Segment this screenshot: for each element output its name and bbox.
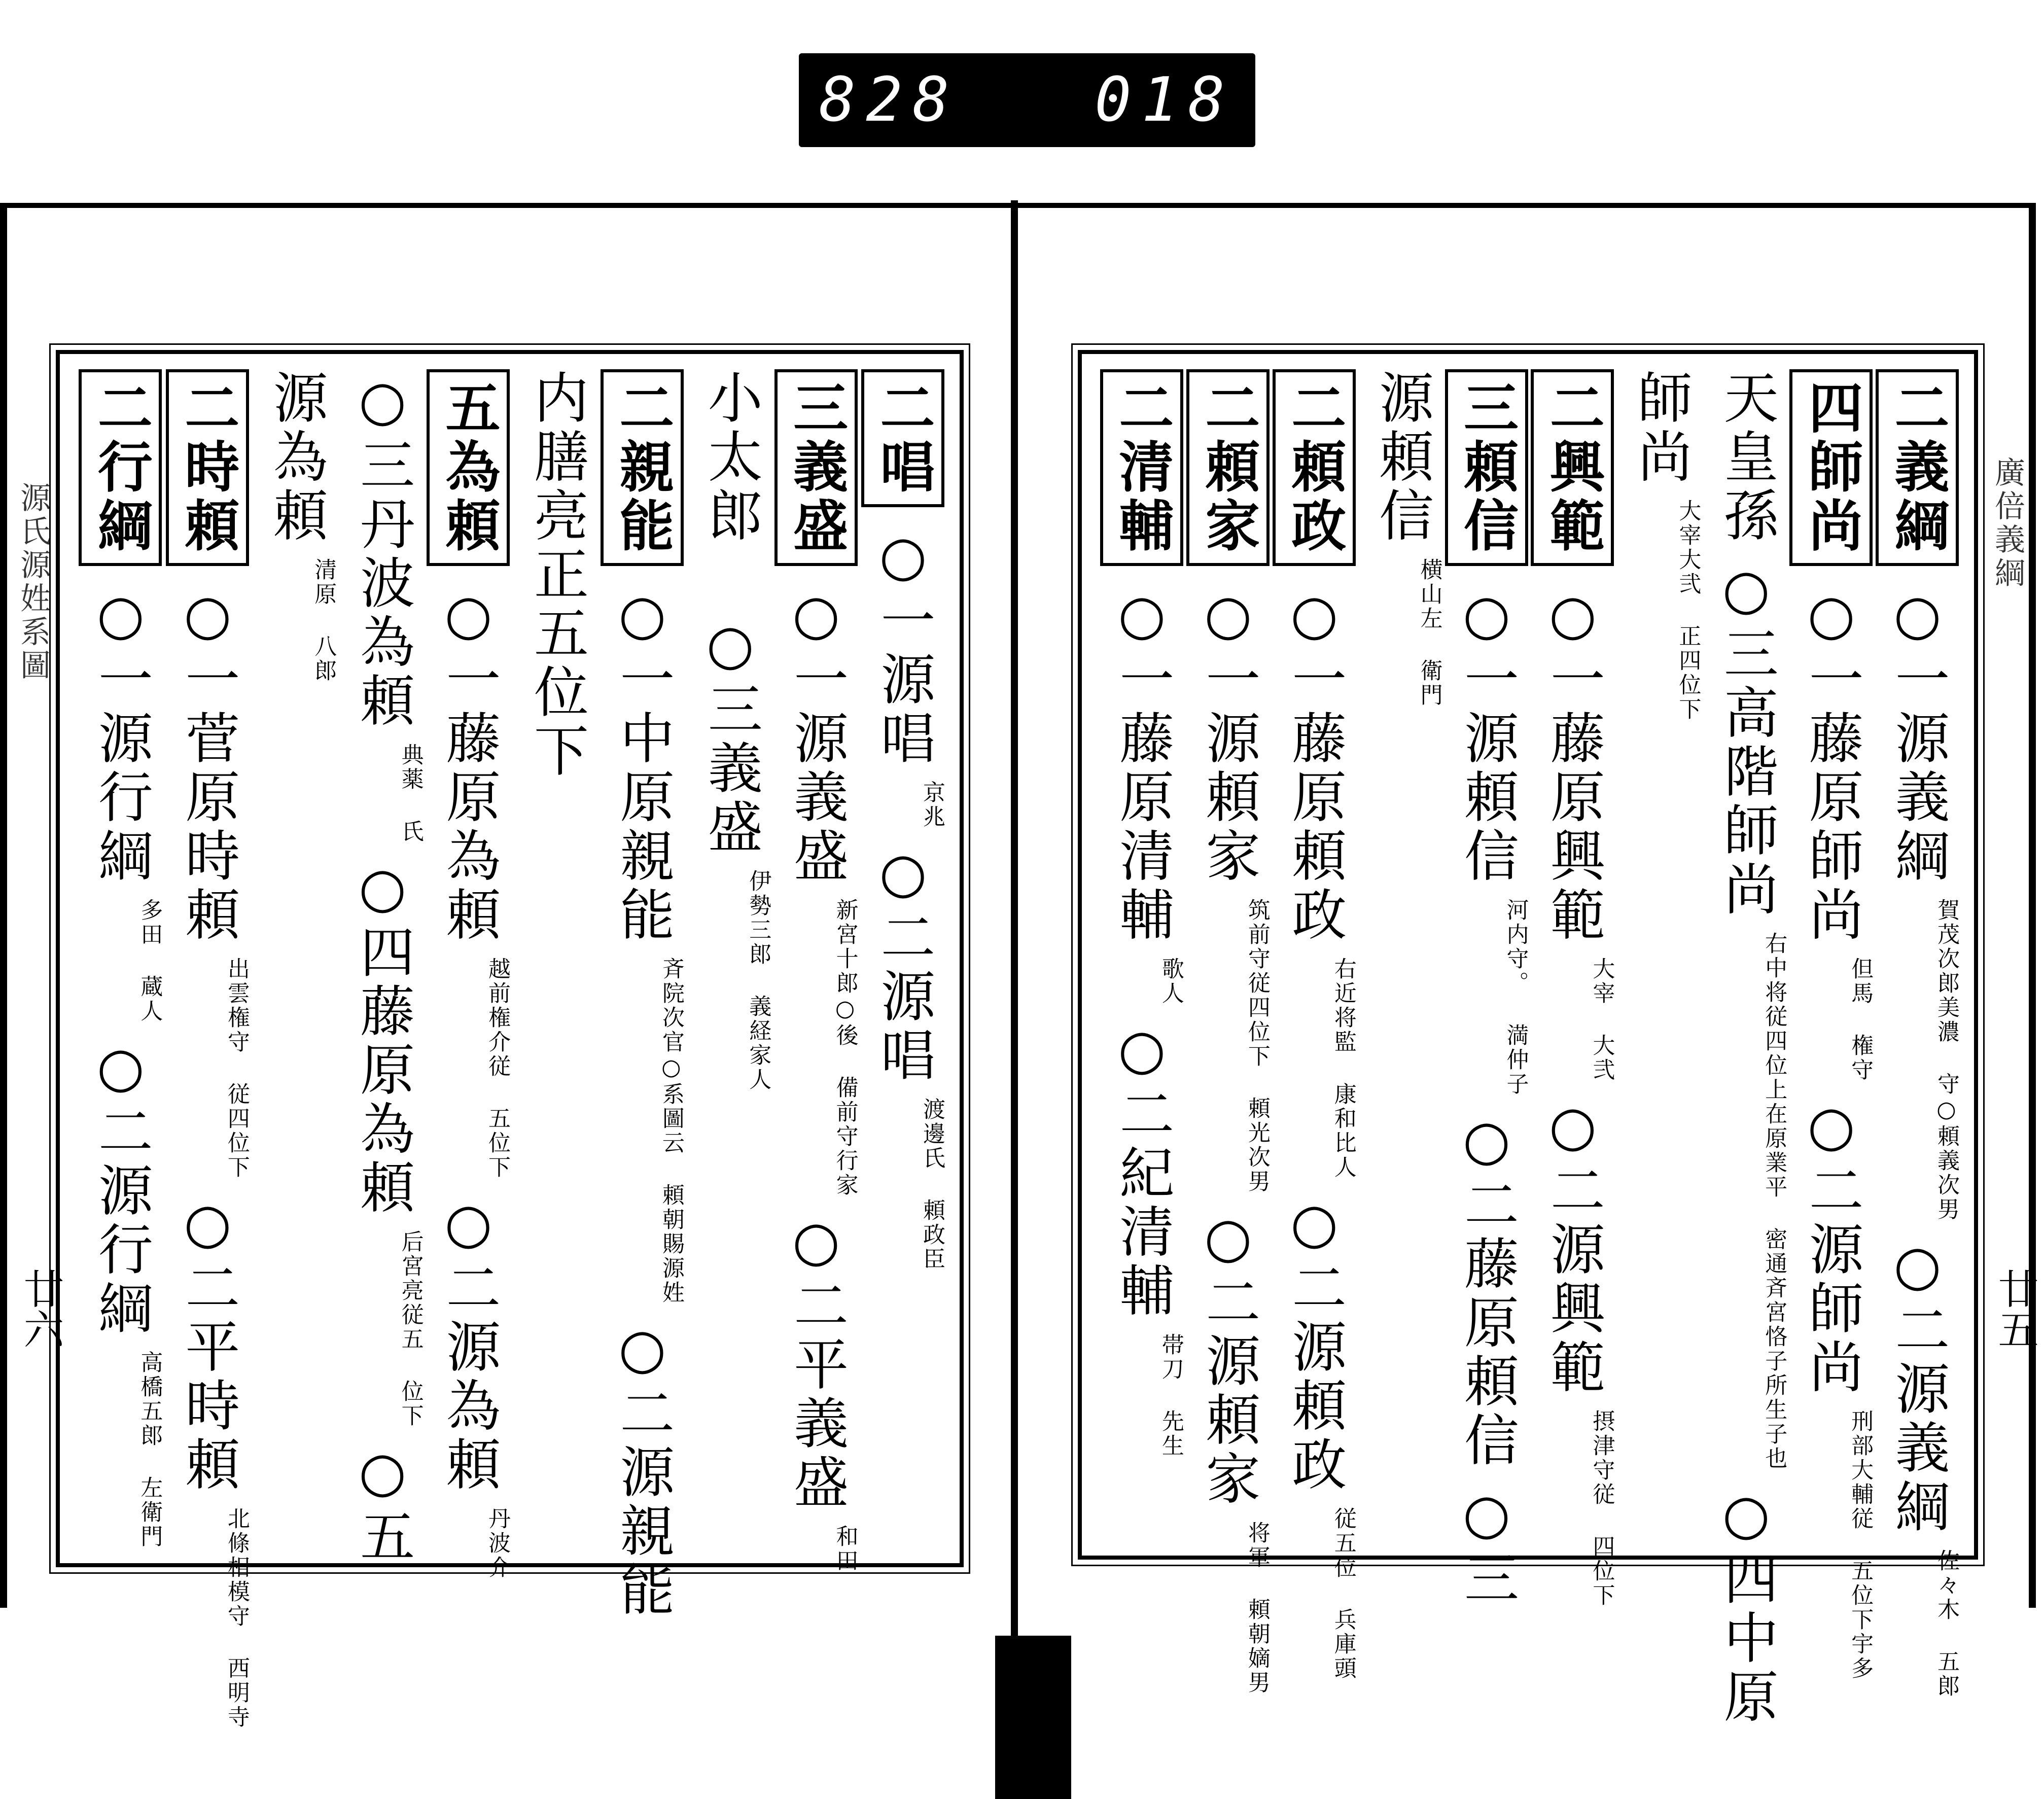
left-page-column [429, 369, 510, 1580]
entry-name: ○四藤原為頼 [350, 856, 414, 1218]
entry-note: 筑前守従四位下 頼光次男 [1244, 898, 1270, 1194]
entry-note: 和田 [832, 1525, 858, 1573]
left-page-column [342, 369, 424, 1567]
left-page-column [255, 369, 336, 1548]
frame-number-plate [799, 53, 1255, 147]
entry-note: 斉院次官○系圖云 頼朝賜源姓 [658, 957, 684, 1305]
entry-heading: 二唱 [861, 369, 944, 507]
entry-heading: 二頼政 [1273, 369, 1356, 566]
entry-heading: 二清輔 [1100, 369, 1183, 566]
entry-name: ○二紀清輔 [1110, 1018, 1174, 1321]
entry-name: 源為頼 [264, 369, 328, 546]
entry-note: 丹波介 [484, 1507, 510, 1580]
entry-note: 京兆 [919, 781, 945, 829]
entry-name: ○二源義綱 [1886, 1234, 1949, 1537]
entry-name: ○二源興範 [1541, 1095, 1605, 1397]
entry-name: ○一源義盛 [784, 583, 848, 886]
left-edge-title: 源氏源姓系圖 [15, 482, 51, 683]
entry-name: ○二源為頼 [437, 1192, 500, 1495]
entry-note: 典薬 氏 [397, 743, 424, 844]
entry-note: 従五位 兵庫頭 [1330, 1507, 1356, 1681]
right-page-column [1619, 369, 1700, 1540]
entry-name: ○一源頼信 [1455, 583, 1519, 886]
entry-name: ○二源親能 [610, 1317, 674, 1620]
entry-name: ○一菅原時頼 [175, 583, 239, 945]
entry-note: 越前権介従 五位下 [484, 957, 510, 1180]
entry-name: ○一藤原為頼 [437, 583, 500, 945]
entry-note: 歌人 [1157, 957, 1184, 1006]
entry-note: 将軍 頼朝嫡男 [1244, 1521, 1270, 1695]
entry-note: 右中将従四位上在原業平 密通斉宮恪子所生子也 [1761, 932, 1787, 1471]
right-page-column [1878, 369, 1959, 1699]
entry-name: ○三高階師尚 [1714, 558, 1778, 920]
entry-note: 伊勢三郎 義経家人 [745, 869, 771, 1092]
entry-name: ○二平時頼 [175, 1192, 239, 1495]
right-page-column [1705, 369, 1787, 1727]
entry-name: ○三 [1455, 1483, 1519, 1609]
right-folio: 廿五 [1991, 1268, 2038, 1349]
entry-name: ○一藤原師尚 [1800, 583, 1863, 945]
entry-name: ○三丹波為頼 [350, 369, 414, 731]
entry-name: 師尚 [1628, 369, 1692, 487]
entry-name: 小太郎 ○三義盛 [698, 369, 762, 857]
frame-number-right: 018 [1095, 65, 1235, 135]
entry-heading: 二親能 [601, 369, 684, 566]
left-page-column [515, 369, 596, 1548]
entry-name: ○一源唱 [871, 524, 935, 768]
entry-note: 摂津守従 四位下 [1589, 1409, 1615, 1608]
entry-note: 佐々木 五郎 [1933, 1549, 1959, 1699]
entry-heading: 三義盛 [774, 369, 858, 566]
entry-name: ○二平義盛 [784, 1210, 848, 1512]
entry-heading: 三頼信 [1445, 369, 1528, 566]
entry-name: ○一源行綱 [89, 583, 153, 886]
entry-note: 高橋五郎 左衛門 [136, 1351, 163, 1549]
entry-note: 多田 蔵人 [136, 898, 163, 1024]
entry-note: 出雲権守 従四位下 [223, 957, 250, 1180]
entry-note: 但馬 権守 [1847, 957, 1874, 1082]
right-page-column [1447, 369, 1529, 1609]
entry-name: ○二源行綱 [89, 1036, 153, 1338]
entry-name: ○一源頼家 [1196, 583, 1260, 886]
frame-number-left: 828 [819, 65, 960, 135]
entry-note: 新宮十郎○後 備前守行家 [832, 898, 858, 1197]
entry-name: ○四中原 [1714, 1483, 1778, 1727]
right-page-column [1102, 369, 1183, 1540]
entry-note: 右近将監 康和比人 [1330, 957, 1356, 1180]
left-page-column [777, 369, 858, 1573]
right-page-column [1361, 369, 1442, 1540]
entry-note: 刑部大輔従 五位下宇多 [1847, 1409, 1874, 1681]
book-gutter [1011, 200, 1018, 1661]
left-text-frame [56, 350, 964, 1730]
entry-note: 北條相模守 西明寺 [223, 1507, 250, 1730]
entry-name: 源頼信 [1369, 369, 1433, 546]
gutter-clip [995, 1636, 1071, 1799]
entry-note: 河内守。 満仲子 [1502, 898, 1529, 1097]
left-page-column [863, 369, 944, 1548]
entry-heading: 二時頼 [166, 369, 249, 566]
entry-name: ○二源頼政 [1282, 1192, 1346, 1495]
entry-heading: 二行綱 [79, 369, 162, 566]
right-text-frame [1078, 350, 1978, 1727]
entry-heading: 二興範 [1531, 369, 1614, 566]
entry-heading: 四師尚 [1789, 369, 1873, 566]
entry-note: 渡邊氏 頼政臣 [919, 1098, 945, 1272]
left-page-column [689, 369, 770, 1548]
entry-name: ○一藤原頼政 [1282, 583, 1346, 945]
right-page-column [1533, 369, 1615, 1608]
entry-name: 天皇孫 [1714, 369, 1778, 546]
entry-name: ○二源頼家 [1196, 1206, 1260, 1509]
entry-name: ○二源唱 [871, 841, 935, 1085]
entry-note: 帯刀 先生 [1157, 1333, 1184, 1458]
entry-name: ○一中原親能 [610, 583, 674, 945]
entry-note: 大宰 大弐 [1589, 957, 1615, 1082]
right-page-column [1188, 369, 1270, 1695]
entry-heading: 二頼家 [1186, 369, 1270, 566]
entry-name: ○一藤原清輔 [1110, 583, 1174, 945]
entry-note: 大宰大弐 正四位下 [1675, 499, 1701, 722]
entry-name: ○二藤原頼信 [1455, 1109, 1519, 1470]
left-page-column [168, 369, 250, 1730]
entry-name: 内膳亮正五位下 [524, 369, 588, 781]
left-page-column [603, 369, 684, 1620]
right-page-column [1791, 369, 1874, 1681]
entry-heading: 五為頼 [427, 369, 510, 566]
entry-heading: 二義綱 [1876, 369, 1959, 566]
entry-note: 横山左 衛門 [1416, 558, 1442, 708]
entry-name: ○一源義綱 [1886, 583, 1949, 886]
right-edge-title: 廣倍義綱 [1990, 456, 2025, 590]
entry-name: ○二源師尚 [1800, 1095, 1863, 1397]
entry-note: 后宮亮従五 位下 [397, 1230, 424, 1428]
entry-name: ○一藤原興範 [1541, 583, 1605, 945]
right-page-column [1275, 369, 1356, 1681]
entry-note: 賀茂次郎美濃 守○頼義次男 [1933, 898, 1959, 1222]
left-page-column [81, 369, 162, 1548]
left-folio: 廿六 [17, 1268, 64, 1349]
entry-note: 清原 八郎 [310, 558, 337, 683]
entry-name: ○五 [350, 1440, 414, 1567]
